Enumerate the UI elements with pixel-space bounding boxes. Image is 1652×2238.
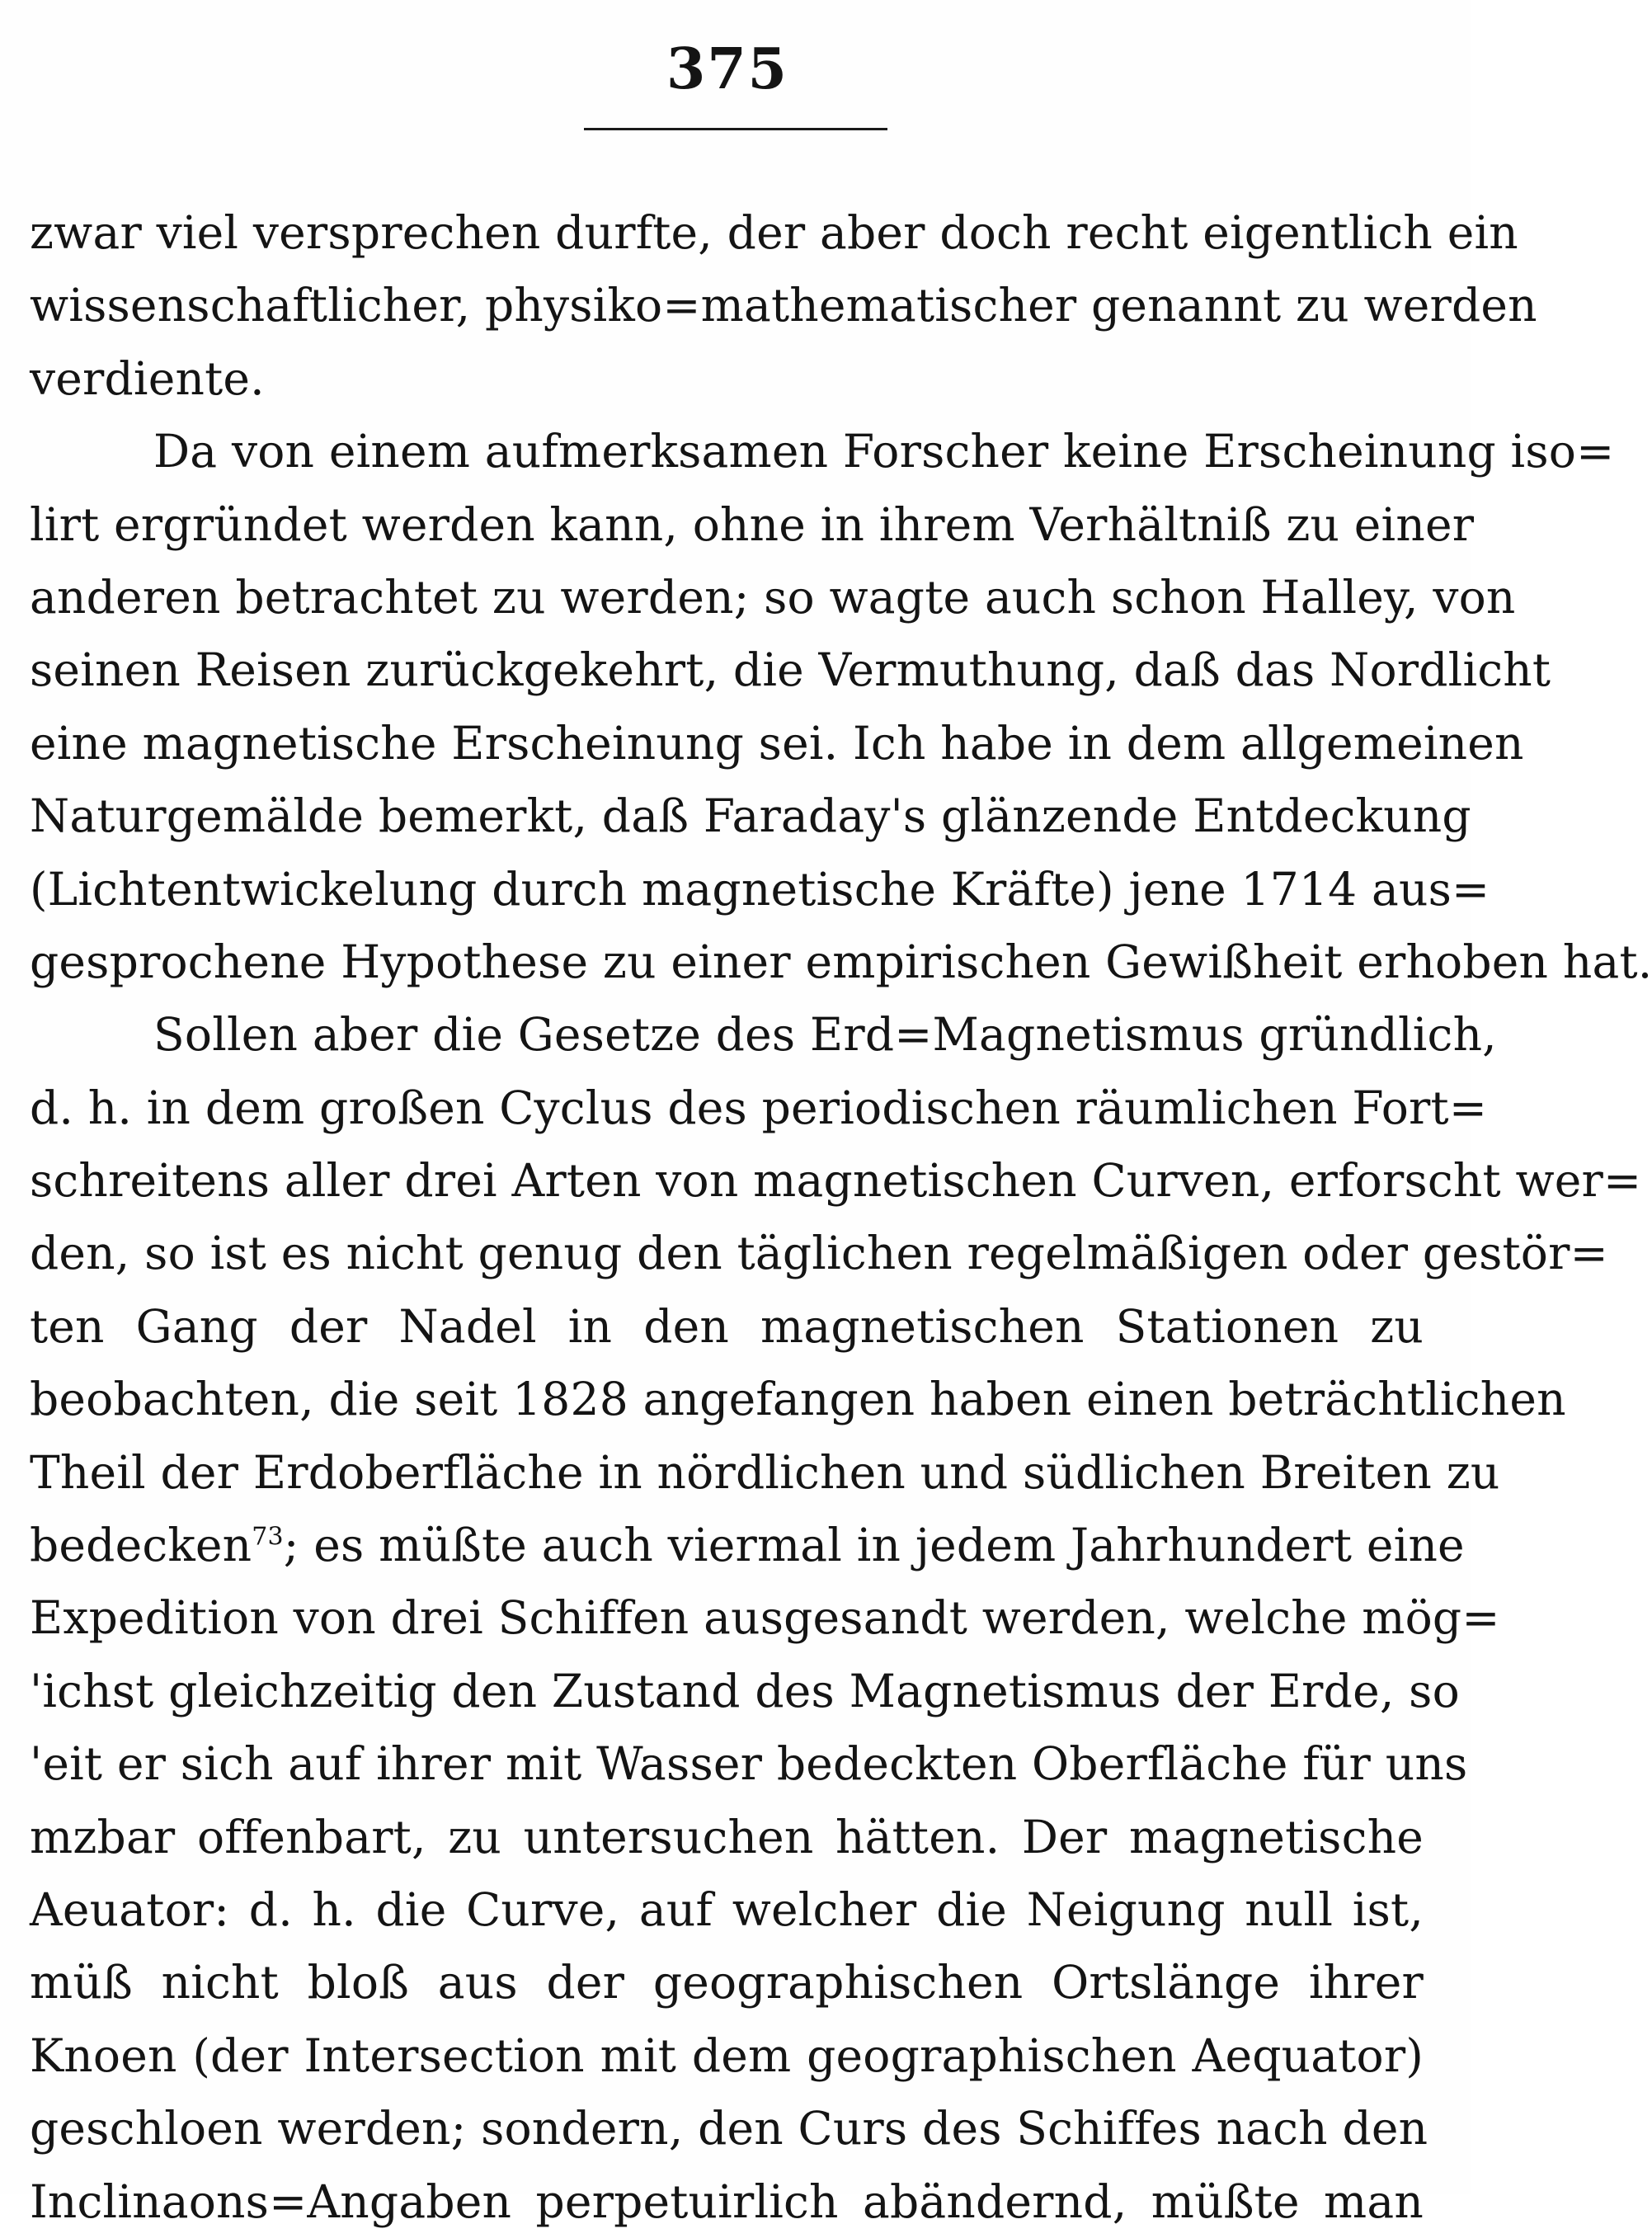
- text-line: schreitens aller drei Arten von magnetischen Curven, erforscht wer=: [30, 1154, 1642, 1208]
- text-line: d. h. in dem großen Cyclus des periodischen räumlichen Fort=: [30, 1081, 1488, 1134]
- text-line: verdiente.: [30, 351, 265, 405]
- text-line: ten Gang der Nadel in den magnetischen Stationen zu: [30, 1299, 1424, 1353]
- footnote-reference[interactable]: 73: [252, 1522, 284, 1552]
- header-rule: [584, 128, 887, 130]
- paragraph-start-line: Sollen aber die Gesetze des Erd=Magnetismus gründlich,: [153, 1008, 1497, 1062]
- text-line: Expedition von drei Schiffen ausgesandt werden, welche mög=: [30, 1591, 1500, 1645]
- text-line: den, so ist es nicht genug den täglichen regelmäßigen oder gestör=: [30, 1227, 1608, 1280]
- text-line: 'ichst gleichzeitig den Zustand des Magnetismus der Erde, so: [30, 1664, 1460, 1717]
- page-number: 375: [666, 36, 788, 102]
- text-line: eine magnetische Erscheinung sei. Ich habe in dem allgemeinen: [30, 716, 1524, 770]
- text-line-with-footnote: [30, 1509, 1465, 1581]
- text-line: anderen betrachtet zu werden; so wagte auch schon Halley, von: [30, 570, 1516, 624]
- paragraph-start-line: Da von einem aufmerksamen Forscher keine Erscheinung iso=: [153, 425, 1615, 478]
- text-line: 'eit er sich auf ihrer mit Wasser bedeckten Oberfläche für uns: [30, 1737, 1468, 1791]
- text-line: Knoen (der Intersection mit dem geographischen Aequator): [30, 2028, 1424, 2082]
- text-line: müß nicht bloß aus der geographischen Ortslänge ihrer: [30, 1956, 1424, 2009]
- text-line: lirt ergründet werden kann, ohne in ihrem Verhältniß zu einer: [30, 497, 1475, 551]
- text-line: Theil der Erdoberfläche in nördlichen und südlichen Breiten zu: [30, 1445, 1500, 1499]
- text-line: gesprochene Hypothese zu einer empirischen Gewißheit erhoben hat.: [30, 935, 1652, 988]
- text-line: wissenschaftlicher, physiko=mathematischer genannt zu werden: [30, 279, 1537, 332]
- text-line: beobachten, die seit 1828 angefangen haben einen beträchtlichen: [30, 1373, 1566, 1426]
- text-line: seinen Reisen zurückgekehrt, die Vermuthung, daß das Nordlicht: [30, 643, 1551, 697]
- body-text: [30, 196, 1652, 2238]
- text-line: geschloen werden; sondern, den Curs des Schiffes nach den: [30, 2102, 1428, 2156]
- text-line: Inclinaons=Angaben perpetuirlich abändernd, müßte man: [30, 2174, 1424, 2228]
- text-line: Naturgemälde bemerkt, daß Faraday's glänzende Entdeckung: [30, 789, 1471, 843]
- text-segment: ; es müßte auch viermal in jedem Jahrhundert eine: [283, 1519, 1465, 1572]
- text-line: mzbar offenbart, zu untersuchen hätten. Der magnetische: [30, 1810, 1424, 1863]
- text-line: (Lichtentwickelung durch magnetische Kräfte) jene 1714 aus=: [30, 862, 1490, 916]
- text-segment: bedecken: [30, 1519, 252, 1572]
- text-line: Aeuator: d. h. die Curve, auf welcher die Neigung null ist,: [30, 1882, 1424, 1936]
- text-line: zwar viel versprechen durfte, der aber doch recht eigentlich ein: [30, 206, 1518, 259]
